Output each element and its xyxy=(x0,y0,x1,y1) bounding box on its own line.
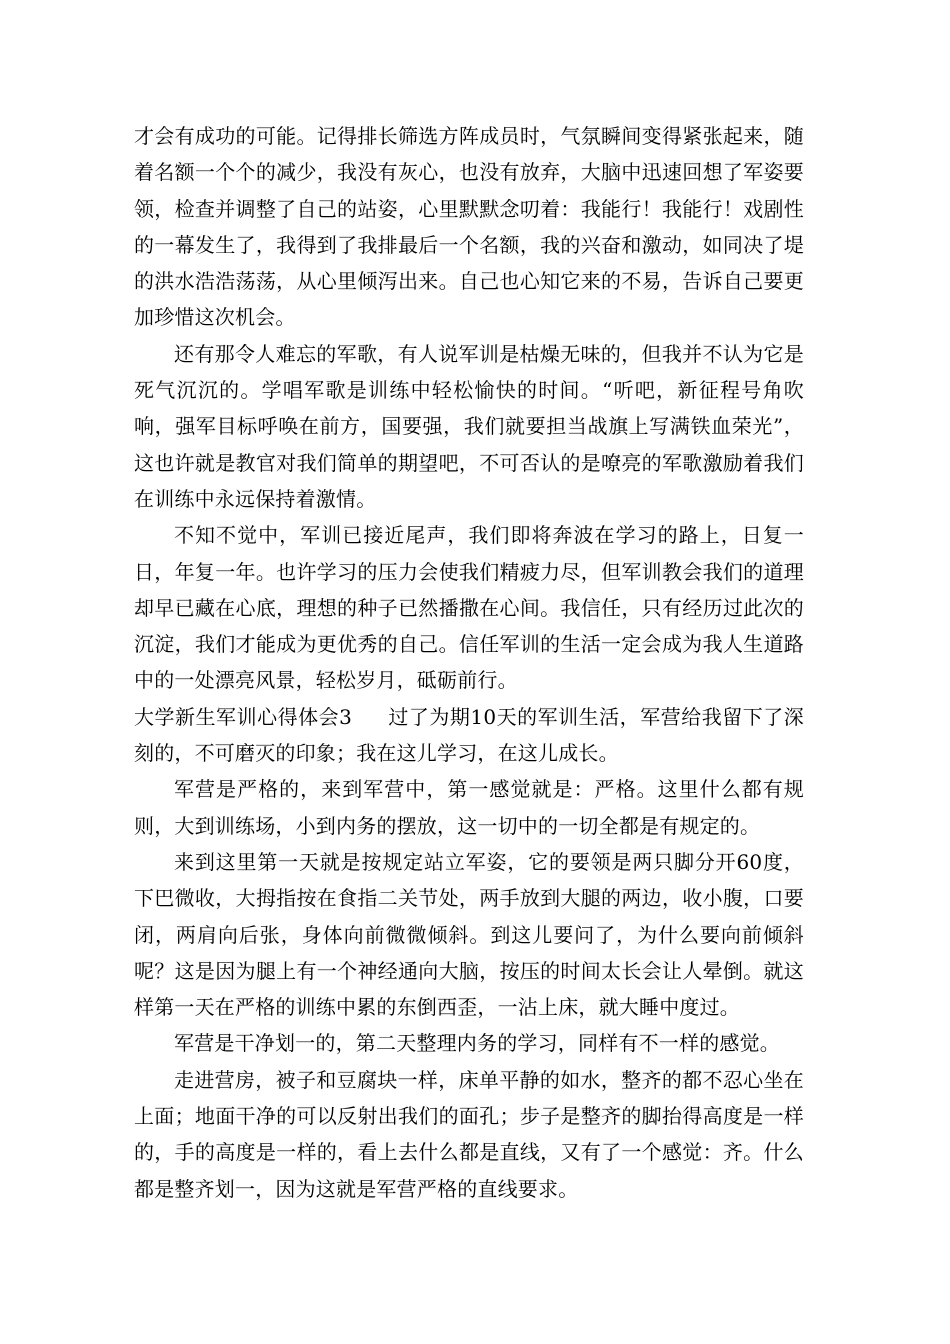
paragraph-opportunity: 才会有成功的可能。记得排长筛选方阵成员时，气氛瞬间变得紧张起来，随着名额一个个的减少，我没有灰心，也没有放弃，大脑中迅速回想了军姿要领，检查并调整了自己的站姿，心里默默念叨着：我能行！我能行！戏剧性的一幕发生了，我得到了我排最后一个名额，我的兴奋和激动，如同决了堤的洪水浩浩荡荡，从心里倾泻出来。自己也心知它来的不易，告诉自己要更加珍惜这次机会。 xyxy=(134,124,804,330)
document-body xyxy=(134,118,804,1207)
section-3-intro xyxy=(134,699,804,772)
paragraph-training-end: 不知不觉中，军训已接近尾声，我们即将奔波在学习的路上，日复一日，年复一年。也许学习的压力会使我们精疲力尽，但军训教会我们的道理却早已藏在心底，理想的种子已然播撒在心间。我信任，只有经历过此次的沉淀，我们才能成为更优秀的自己。信任军训的生活一定会成为我人生道路中的一处漂亮风景，轻松岁月，砥砺前行。 xyxy=(134,523,804,693)
section-intro-text: 过了为期10天的军训生活，军营给我留下了深刻的，不可磨灭的印象；我在这儿学习，在这儿成长。 xyxy=(134,704,804,766)
paragraph-strict-camp: 军营是严格的，来到军营中，第一感觉就是：严格。这里什么都有规则，大到训练场，小到内务的摆放，这一切中的一切全都是有规定的。 xyxy=(134,777,804,838)
paragraph-clean-camp: 军营是干净划一的，第二天整理内务的学习，同样有不一样的感觉。 xyxy=(174,1031,780,1056)
paragraph-military-songs: 还有那令人难忘的军歌，有人说军训是枯燥无味的，但我并不认为它是死气沉沉的。学唱军歌是训练中轻松愉快的时间。“听吧，新征程号角吹响，强军目标呼唤在前方，国要强，我们就要担当战旗上写满铁血荣光”，这也许就是教官对我们简单的期望吧，不可否认的是嘹亮的军歌激励着我们在训练中永远保持着激情。 xyxy=(134,341,804,511)
section-heading: 大学新生军训心得体会3 xyxy=(134,704,353,729)
paragraph-barracks: 走进营房，被子和豆腐块一样，床单平静的如水，整齐的都不忍心坐在上面；地面干净的可以反射出我们的面孔；步子是整齐的脚抬得高度是一样的，手的高度是一样的，看上去什么都是直线，又有了一个感觉：齐。什么都是整齐划一，因为这就是军营严格的直线要求。 xyxy=(134,1067,804,1201)
paragraph-standing-posture: 来到这里第一天就是按规定站立军姿，它的要领是两只脚分开60度，下巴微收，大拇指按在食指二关节处，两手放到大腿的两边，收小腹，口要闭，两肩向后张，身体向前微微倾斜。到这儿要问了，为什么要向前倾斜呢？这是因为腿上有一个神经通向大脑，按压的时间太长会让人晕倒。就这样第一天在严格的训练中累的东倒西歪，一沾上床，就大睡中度过。 xyxy=(134,849,804,1020)
